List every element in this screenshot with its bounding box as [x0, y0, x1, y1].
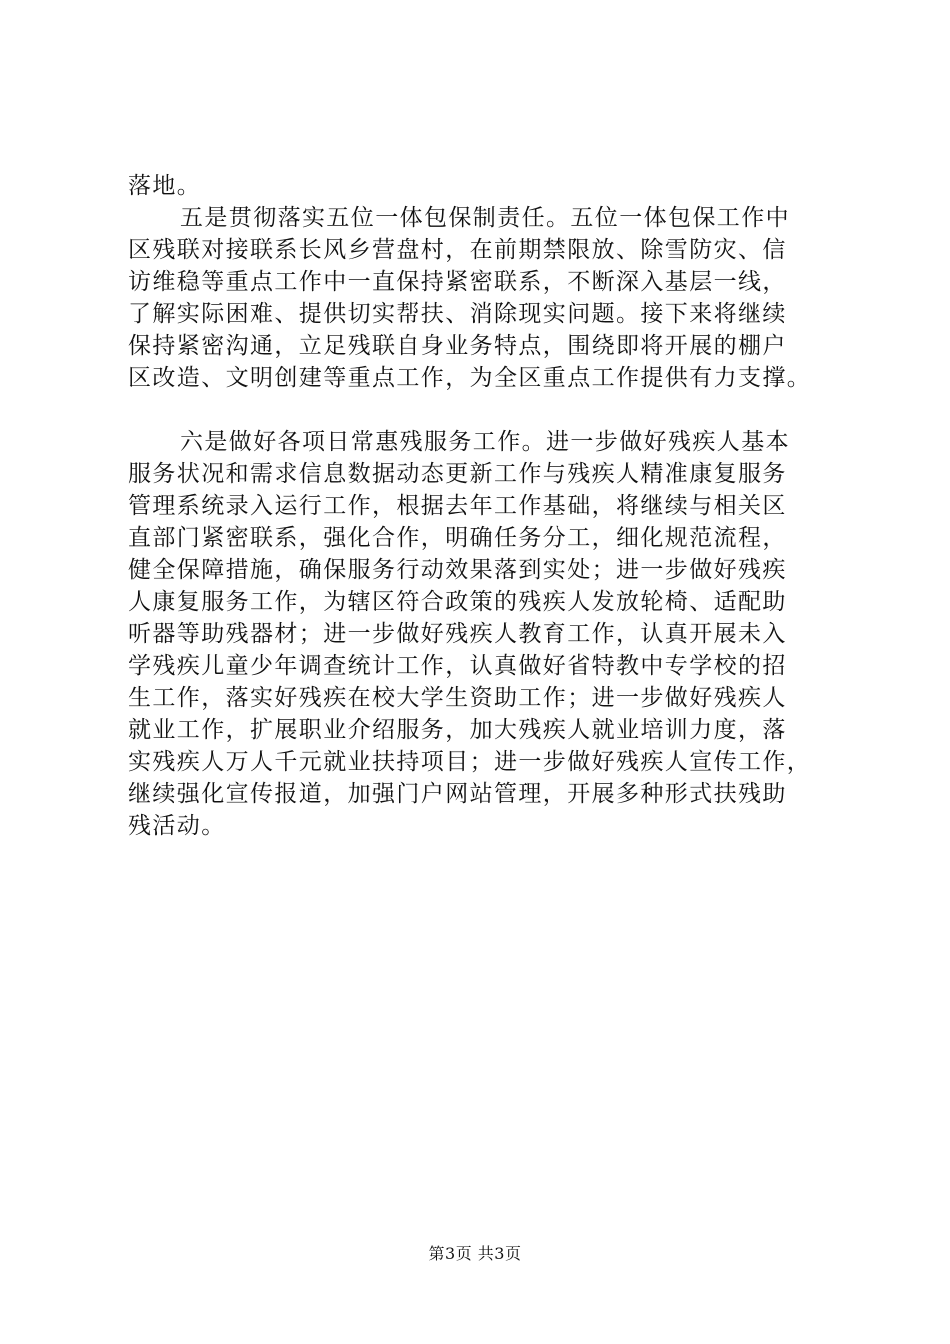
text-line: 就业工作，扩展职业介绍服务，加大残疾人就业培训力度，落	[128, 717, 787, 743]
text-line: 区改造、文明创建等重点工作，为全区重点工作提供有力支撑。	[128, 365, 812, 391]
text-line: 六是做好各项日常惠残服务工作。进一步做好残疾人基本	[180, 429, 790, 455]
paragraph-5	[128, 202, 850, 394]
text-line: 学残疾儿童少年调查统计工作，认真做好省特教中专学校的招	[128, 653, 787, 679]
text-line: 残活动。	[128, 813, 226, 839]
text-line: 访维稳等重点工作中一直保持紧密联系，不断深入基层一线，	[128, 269, 787, 295]
text-line: 继续强化宣传报道，加强门户网站管理，开展多种形式扶残助	[128, 781, 787, 807]
text-line: 人康复服务工作，为辖区符合政策的残疾人发放轮椅、适配助	[128, 589, 787, 615]
text-line: 生工作，落实好残疾在校大学生资助工作；进一步做好残疾人	[128, 685, 787, 711]
page-number-label: 第3页 共3页	[428, 1244, 522, 1263]
paragraph-continuation	[128, 170, 850, 202]
text-line: 了解实际困难、提供切实帮扶、消除现实问题。接下来将继续	[128, 301, 787, 327]
text-line: 五是贯彻落实五位一体包保制责任。五位一体包保工作中	[180, 205, 790, 231]
paragraph-6	[128, 426, 850, 842]
text-line: 区残联对接联系长风乡营盘村，在前期禁限放、除雪防灾、信	[128, 237, 787, 263]
paragraph-gap	[128, 394, 850, 426]
text-line: 听器等助残器材；进一步做好残疾人教育工作，认真开展未入	[128, 621, 787, 647]
text-line: 直部门紧密联系，强化合作，明确任务分工，细化规范流程，	[128, 525, 787, 551]
page-footer	[0, 1244, 950, 1264]
text-line: 管理系统录入运行工作，根据去年工作基础，将继续与相关区	[128, 493, 787, 519]
text-line: 落地。	[128, 173, 202, 199]
text-line: 保持紧密沟通，立足残联自身业务特点，围绕即将开展的棚户	[128, 333, 787, 359]
text-line: 健全保障措施，确保服务行动效果落到实处；进一步做好残疾	[128, 557, 787, 583]
text-line: 实残疾人万人千元就业扶持项目；进一步做好残疾人宣传工作，	[128, 749, 812, 775]
document-body	[128, 170, 850, 842]
text-line: 服务状况和需求信息数据动态更新工作与残疾人精准康复服务	[128, 461, 787, 487]
